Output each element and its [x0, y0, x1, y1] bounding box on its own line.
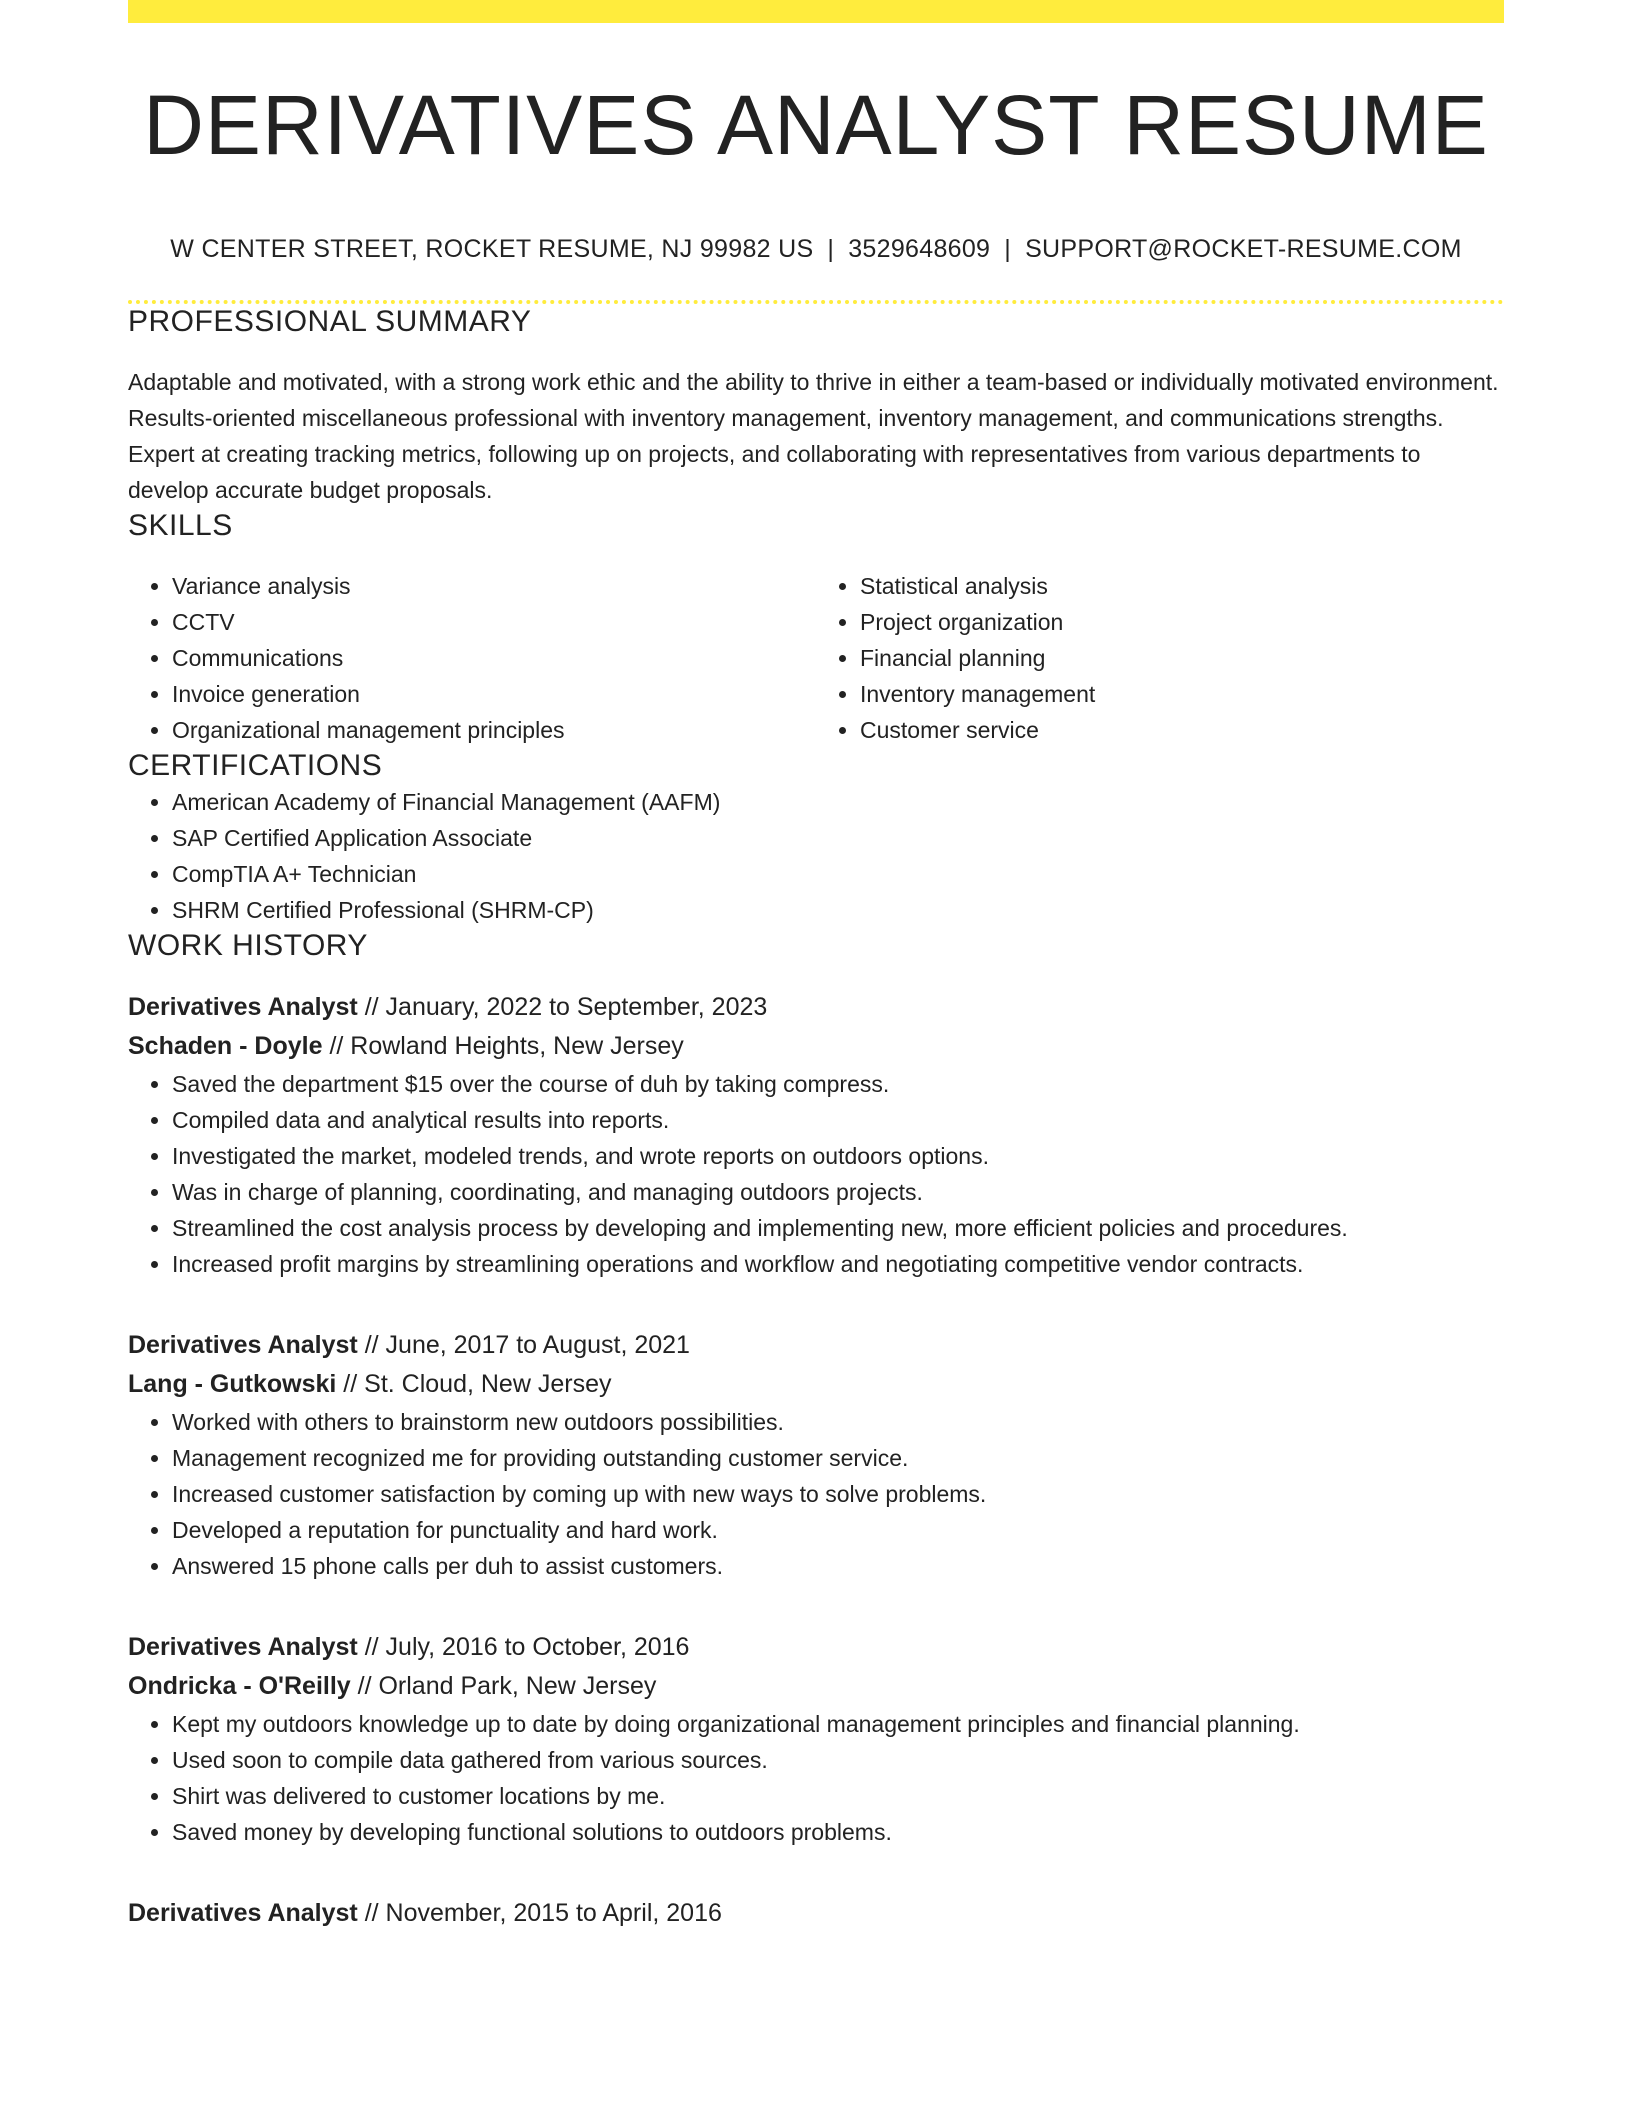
job-bullets [128, 1404, 1504, 1584]
certifications-list [128, 784, 1504, 928]
job-role: Derivatives Analyst [128, 1633, 358, 1661]
certification-item: • SAP Certified Application Associate [172, 820, 1504, 856]
skill-item: • Financial planning [860, 640, 1504, 676]
job-bullet: • Increased customer satisfaction by coming up with new ways to solve problems. [172, 1476, 1504, 1512]
job-bullet: • Worked with others to brainstorm new outdoors possibilities. [172, 1404, 1504, 1440]
job-separator: // [357, 1633, 386, 1661]
job-entry [128, 1326, 1504, 1584]
job-bullet: • Shirt was delivered to customer locations by me. [172, 1778, 1504, 1814]
job-bullet: • Answered 15 phone calls per duh to assist customers. [172, 1548, 1504, 1584]
resume-title: DERIVATIVES ANALYST RESUME [143, 78, 1489, 172]
contact-email: SUPPORT@ROCKET-RESUME.COM [1025, 235, 1462, 263]
skill-item: • CCTV [172, 604, 816, 640]
job-bullet: • Developed a reputation for punctuality and hard work. [172, 1512, 1504, 1548]
job-entry [128, 988, 1504, 1282]
job-location: St. Cloud, New Jersey [364, 1370, 612, 1398]
certification-item: • SHRM Certified Professional (SHRM-CP) [172, 892, 1504, 928]
skill-item: • Invoice generation [172, 676, 816, 712]
skill-item: • Variance analysis [172, 568, 816, 604]
job-entry [128, 1628, 1504, 1850]
work-history-heading: WORK HISTORY [128, 929, 368, 962]
job-dates: July, 2016 to October, 2016 [385, 1633, 690, 1661]
job-bullet: • Saved money by developing functional solutions to outdoors problems. [172, 1814, 1504, 1850]
skills-grid [128, 568, 1504, 748]
resume-page [128, 0, 1504, 1933]
job-separator: // [357, 993, 386, 1021]
job-bullet: • Kept my outdoors knowledge up to date by doing organizational management principles and financial planning. [172, 1706, 1504, 1742]
job-bullet: • Increased profit margins by streamlining operations and workflow and negotiating competitive vendor contracts. [172, 1246, 1504, 1282]
job-bullet: • Management recognized me for providing outstanding customer service. [172, 1440, 1504, 1476]
contact-separator: | [827, 235, 835, 263]
contact-phone: 3529648609 [848, 235, 991, 263]
job-bullet: • Compiled data and analytical results into reports. [172, 1102, 1504, 1138]
job-role-line [128, 1628, 1504, 1667]
job-company: Lang - Gutkowski [128, 1370, 337, 1398]
skills-list-right [816, 568, 1504, 748]
skills-column-left [128, 568, 816, 748]
contact-line [128, 235, 1504, 264]
certification-item: • CompTIA A+ Technician [172, 856, 1504, 892]
skill-item: • Statistical analysis [860, 568, 1504, 604]
summary-text: Adaptable and motivated, with a strong work ethic and the ability to thrive in either a team-based or individually motivated environment. Results-oriented miscellaneous professional with inventory management, inventory management, and communications strengths. Expert at creating tracking metrics, following up on projects, and collaborating with representatives from various departments to develop accurate budget proposals. [128, 369, 1499, 503]
job-role: Derivatives Analyst [128, 1331, 358, 1359]
skill-item: • Customer service [860, 712, 1504, 748]
job-role: Derivatives Analyst [128, 993, 358, 1021]
skill-item: • Project organization [860, 604, 1504, 640]
job-role-line [128, 988, 1504, 1027]
skills-heading: SKILLS [128, 509, 233, 542]
job-separator: // [336, 1370, 365, 1398]
job-company: Ondricka - O'Reilly [128, 1672, 351, 1700]
job-role-line [128, 1894, 1504, 1933]
job-role-line [128, 1326, 1504, 1365]
accent-top-bar [128, 0, 1504, 23]
job-company: Schaden - Doyle [128, 1032, 323, 1060]
certifications-heading: CERTIFICATIONS [128, 749, 383, 782]
job-location: Orland Park, New Jersey [378, 1672, 657, 1700]
skills-list-left [128, 568, 816, 748]
job-bullet: • Used soon to compile data gathered from various sources. [172, 1742, 1504, 1778]
job-bullet: • Investigated the market, modeled trends, and wrote reports on outdoors options. [172, 1138, 1504, 1174]
job-bullets [128, 1066, 1504, 1282]
certification-item: • American Academy of Financial Management (AAFM) [172, 784, 1504, 820]
job-separator: // [322, 1032, 351, 1060]
job-location: Rowland Heights, New Jersey [350, 1032, 684, 1060]
job-separator: // [357, 1331, 386, 1359]
summary-heading: PROFESSIONAL SUMMARY [128, 305, 532, 338]
job-company-line [128, 1027, 1504, 1066]
job-separator: // [350, 1672, 379, 1700]
job-bullet: • Was in charge of planning, coordinating, and managing outdoors projects. [172, 1174, 1504, 1210]
job-role: Derivatives Analyst [128, 1899, 358, 1927]
job-bullets [128, 1706, 1504, 1850]
job-company-line [128, 1365, 1504, 1404]
skills-column-right [816, 568, 1504, 748]
job-separator: // [357, 1899, 386, 1927]
job-entry [128, 1894, 1504, 1933]
job-bullet: • Streamlined the cost analysis process by developing and implementing new, more efficient policies and procedures. [172, 1210, 1504, 1246]
skill-item: • Inventory management [860, 676, 1504, 712]
job-dates: June, 2017 to August, 2021 [385, 1331, 690, 1359]
contact-separator: | [1004, 235, 1012, 263]
job-dates: November, 2015 to April, 2016 [385, 1899, 722, 1927]
job-company-line [128, 1667, 1504, 1706]
contact-address: W CENTER STREET, ROCKET RESUME, NJ 99982 US [170, 235, 814, 263]
job-bullet: • Saved the department $15 over the course of duh by taking compress. [172, 1066, 1504, 1102]
skill-item: • Communications [172, 640, 816, 676]
skill-item: • Organizational management principles [172, 712, 816, 748]
job-dates: January, 2022 to September, 2023 [385, 993, 768, 1021]
